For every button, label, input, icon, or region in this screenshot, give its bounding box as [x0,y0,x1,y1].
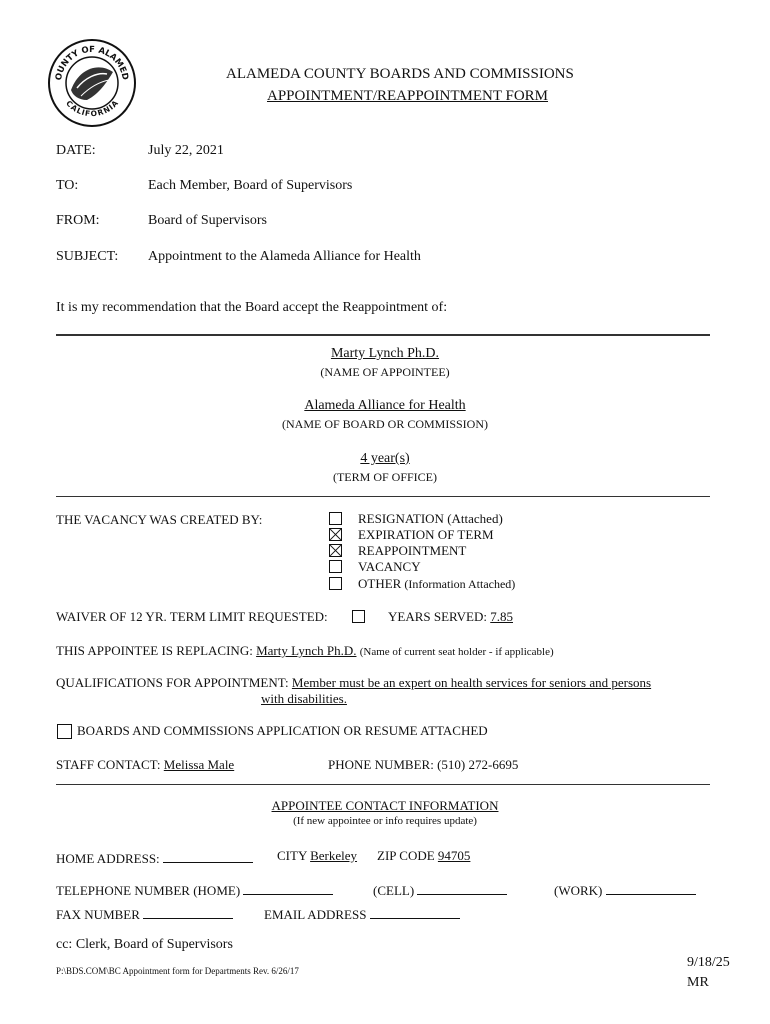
reappointment-option: REAPPOINTMENT [358,543,467,558]
home-address-field[interactable] [163,848,253,863]
file-path: P:\BDS.COM\BC Appointment form for Departments Rev. 6/26/17 [56,966,299,976]
years-served-value: 7.85 [490,609,513,624]
work-field[interactable] [606,880,696,895]
vacancy-label: THE VACANCY WAS CREATED BY: [56,512,263,527]
divider [56,496,710,497]
contact-info-title: APPOINTEE CONTACT INFORMATION [271,798,499,813]
replacing-value: Marty Lynch Ph.D. [256,643,357,658]
other-option: OTHER (Information Attached) [358,576,516,591]
qualifications-line2: with disabilities. [261,691,347,706]
waiver-label: WAIVER OF 12 YR. TERM LIMIT REQUESTED: [56,609,328,624]
recommendation-text: It is my recommendation that the Board accept the Reappointment of: [56,300,448,315]
years-served: YEARS SERVED: 7.85 [388,609,513,624]
fax-field[interactable] [143,904,233,919]
expiration-of-term-checkbox[interactable] [329,528,342,541]
expiration-of-term-option: EXPIRATION OF TERM [358,527,494,542]
board-name-caption: (NAME OF BOARD OR COMMISSION) [281,417,489,431]
memo-to-label: TO: [56,178,79,193]
waiver-checkbox[interactable] [352,610,365,623]
cell-field[interactable] [417,880,507,895]
memo-from-value: Board of Supervisors [148,213,267,228]
form-title-line1: ALAMEDA COUNTY BOARDS AND COMMISSIONS [226,66,574,82]
divider [56,334,710,336]
email-field[interactable] [370,904,460,919]
memo-to-value: Each Member, Board of Supervisors [148,178,353,193]
cc-line: cc: Clerk, Board of Supervisors [56,937,233,952]
seal-top-text: OUNTY OF ALAMED [54,44,130,82]
memo-date-value: July 22, 2021 [148,143,224,158]
vacancy-checkbox[interactable] [329,560,342,573]
qualifications-value: Member must be an expert on health services for seniors and persons [291,675,652,690]
contact-info-subtitle: (If new appointee or info requires update) [293,815,477,827]
resignation-checkbox[interactable] [329,512,342,525]
city-value: Berkeley [310,848,358,863]
memo-subject-value: Appointment to the Alameda Alliance for Health [148,249,421,264]
county-seal [47,38,137,128]
other-checkbox[interactable] [329,577,342,590]
memo-from-label: FROM: [56,213,100,228]
staff-contact: STAFF CONTACT: Melissa Male [56,757,235,772]
memo-date-label: DATE: [56,143,96,158]
divider [56,784,710,785]
phone-number-value: (510) 272-6695 [437,757,519,772]
replacing-line: THIS APPOINTEE IS REPLACING: Marty Lynch Ph.D. (Name of current seat holder - if applicable) [56,643,554,658]
qualifications-line1: QUALIFICATIONS FOR APPOINTMENT: Member must be an expert on health services for seniors and persons [56,675,652,690]
resignation-option: RESIGNATION (Attached) [358,511,503,526]
fax-line: FAX NUMBER [56,904,233,923]
footer-date: 9/18/25 [687,955,730,970]
zip-value: 94705 [437,848,471,863]
memo-subject-label: SUBJECT: [56,249,119,264]
vacancy-option: VACANCY [358,559,421,574]
cell-line: (CELL) [373,880,507,899]
term-of-office: 4 year(s) [360,451,410,466]
staff-contact-value: Melissa Male [163,757,235,772]
phone-number: PHONE NUMBER: (510) 272-6695 [328,757,519,772]
home-address-label: HOME ADDRESS: [56,848,253,867]
city-line: CITY Berkeley [277,848,358,863]
reappointment-checkbox[interactable] [329,544,342,557]
application-attached-checkbox[interactable] [57,724,72,739]
application-attached-label: BOARDS AND COMMISSIONS APPLICATION OR RESUME ATTACHED [77,723,488,738]
appointee-name-caption: (NAME OF APPOINTEE) [320,365,450,379]
footer-initials: MR [687,975,709,990]
telephone-home-field[interactable] [243,880,333,895]
form-title-line2: APPOINTMENT/REAPPOINTMENT FORM [267,88,549,104]
seal-bottom-text: CALIFORNIA [64,98,120,119]
telephone-home-line: TELEPHONE NUMBER (HOME) [56,880,333,899]
work-line: (WORK) [554,880,696,899]
term-of-office-caption: (TERM OF OFFICE) [332,470,437,484]
zip-line: ZIP CODE 94705 [377,848,471,863]
appointee-name: Marty Lynch Ph.D. [330,346,440,361]
board-name: Alameda Alliance for Health [304,398,466,413]
email-line: EMAIL ADDRESS [264,904,460,923]
